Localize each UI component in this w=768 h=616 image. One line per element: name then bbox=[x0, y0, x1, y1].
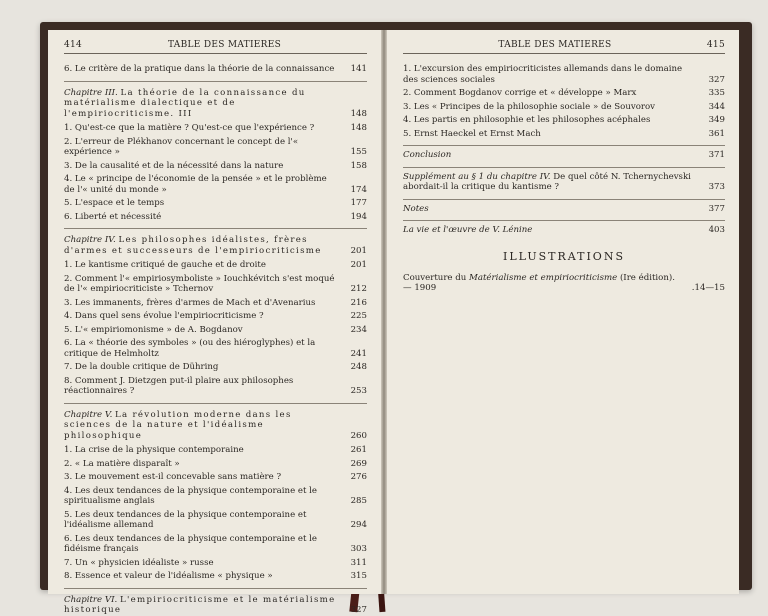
toc-entry bbox=[64, 338, 367, 359]
toc-entry-conclusion bbox=[403, 150, 725, 161]
entry-page: 155 bbox=[350, 147, 367, 157]
divider bbox=[403, 167, 725, 168]
illustrations-heading: ILLUSTRATIONS bbox=[503, 249, 625, 263]
entry-text: 8. Comment J. Dietzgen put-il plaire aux philosophes réactionnaires ? bbox=[64, 375, 294, 396]
entry-text: 1. Qu'est-ce que la matière ? Qu'est-ce que l'expérience ? bbox=[64, 123, 315, 133]
toc-entry bbox=[64, 558, 367, 569]
chapter-title: Les philosophes idéalistes, frères d'armes et successeurs de l'empiriocriticisme bbox=[64, 235, 322, 256]
toc-entry-vie bbox=[403, 225, 725, 236]
entry-page: 248 bbox=[350, 362, 367, 372]
toc-entry bbox=[403, 88, 725, 99]
divider bbox=[403, 199, 725, 200]
entry-text: 8. Essence et valeur de l'idéalisme « physique » bbox=[64, 571, 273, 581]
entry-text: 6. Les deux tendances de la physique contemporaine et le fidéisme français bbox=[64, 533, 317, 554]
chapter-label: Chapitre VI. bbox=[64, 594, 118, 605]
left-page-number: 414 bbox=[64, 40, 83, 50]
entry-text: 4. Le « principe de l'économie de la pensée » et le problème de l'« unité du monde » bbox=[64, 174, 327, 195]
entry-page: 201 bbox=[350, 260, 367, 270]
toc-entry bbox=[64, 174, 367, 195]
entry-page: 174 bbox=[350, 184, 367, 195]
entry-page: .14—15 bbox=[691, 283, 725, 293]
entry-page: 253 bbox=[350, 386, 367, 396]
entry-text: 3. Le mouvement est-il concevable sans matière ? bbox=[64, 472, 282, 482]
entry-page: 269 bbox=[350, 458, 367, 469]
entry-text: 5. Les deux tendances de la physique contemporaine et l'idéalisme allemand bbox=[64, 509, 307, 530]
entry-page: 148 bbox=[350, 108, 367, 119]
entry-page: 177 bbox=[350, 198, 367, 208]
entry-text: 5. L'« empiriomonisme » de A. Bogdanov bbox=[64, 324, 243, 335]
toc-entry bbox=[64, 472, 367, 483]
entry-text: Notes bbox=[403, 203, 429, 214]
entry-text: 2. « La matière disparaît » bbox=[64, 458, 180, 469]
entry-text: 1. L'excursion des empiriocriticistes allemands dans le domaine des sciences sociales bbox=[403, 64, 683, 85]
entry-text: 2. L'erreur de Plékhanov concernant le concept de l'« expérience » bbox=[64, 136, 299, 157]
entry-page: 311 bbox=[350, 557, 367, 568]
toc-entry bbox=[64, 260, 367, 271]
entry-page: 148 bbox=[350, 123, 367, 133]
left-page bbox=[48, 30, 381, 615]
entry-text: 1. Le kantisme critiqué de gauche et de droite bbox=[64, 260, 266, 270]
toc-chapter bbox=[64, 595, 367, 616]
entry-page: 225 bbox=[350, 311, 367, 321]
entry-page: 234 bbox=[350, 324, 367, 335]
chapter-label: Chapitre V. bbox=[64, 409, 113, 420]
toc-entry bbox=[64, 571, 367, 582]
entry-text: 7. De la double critique de Dühring bbox=[64, 362, 219, 372]
chapter-title: L'empiriocriticisme et le matérialisme historique bbox=[64, 594, 336, 615]
illustration-text-before: Couverture du bbox=[403, 272, 467, 283]
entry-text: 2. Comment Bogdanov corrige et « développe » Marx bbox=[403, 88, 637, 98]
entry-page: 327 bbox=[708, 74, 725, 85]
entry-text: La vie et l'œuvre de V. Lénine bbox=[403, 225, 533, 235]
divider bbox=[403, 220, 725, 221]
entry-page: 201 bbox=[350, 245, 367, 256]
right-running-title: TABLE DES MATIERES bbox=[498, 40, 612, 50]
divider bbox=[64, 81, 367, 82]
entry-page: 327 bbox=[350, 605, 367, 615]
entry-page: 349 bbox=[708, 115, 725, 125]
illustration-text-after: (Ire édition). — 1909 bbox=[403, 272, 675, 293]
supplement-text: De quel côté N. Tchernychevski abordait-il la critique du kantisme ? bbox=[403, 171, 691, 192]
toc-entry bbox=[64, 212, 367, 223]
entry-text: 5. L'espace et le temps bbox=[64, 198, 165, 208]
entry-text: 6. La « théorie des symboles » (ou des hiéroglyphes) et la critique de Helmholtz bbox=[64, 338, 316, 359]
entry-page: 373 bbox=[708, 182, 725, 192]
entry-page: 158 bbox=[350, 160, 367, 171]
chapter-title: La révolution moderne dans les sciences de la nature et l'idéalisme philosophique bbox=[64, 409, 292, 441]
supplement-label: Supplément au § 1 du chapitre IV. bbox=[403, 171, 551, 182]
entry-page: 212 bbox=[350, 284, 367, 294]
entry-page: 361 bbox=[708, 128, 725, 139]
entry-text: 4. Les deux tendances de la physique contemporaine et le spiritualisme anglais bbox=[64, 485, 317, 506]
toc-entry bbox=[64, 64, 367, 75]
entry-text: Conclusion bbox=[403, 150, 452, 160]
toc-entry bbox=[64, 274, 367, 295]
toc-entry-notes bbox=[403, 204, 725, 215]
entry-page: 344 bbox=[708, 101, 725, 112]
entry-page: 294 bbox=[350, 520, 367, 530]
entry-page: 335 bbox=[708, 88, 725, 98]
chapter-label: Chapitre III. bbox=[64, 87, 118, 98]
left-running-title: TABLE DES MATIERES bbox=[167, 40, 282, 50]
entry-text: 4. Les partis en philosophie et les philosophes acéphales bbox=[403, 115, 651, 125]
entry-page: 261 bbox=[350, 445, 367, 455]
toc-entry bbox=[403, 115, 725, 126]
illustration-title: Matérialisme et empiriocriticisme bbox=[469, 272, 618, 283]
entry-page: 241 bbox=[350, 348, 367, 359]
divider bbox=[403, 145, 725, 146]
toc-entry bbox=[64, 123, 367, 134]
toc-entry bbox=[64, 376, 367, 397]
entry-page: 377 bbox=[708, 203, 725, 214]
toc-entry bbox=[64, 325, 367, 336]
left-toc-list bbox=[64, 64, 367, 616]
entry-page: 403 bbox=[708, 225, 725, 235]
entry-text: 1. La crise de la physique contemporaine bbox=[64, 445, 244, 455]
entry-page: 285 bbox=[350, 496, 367, 506]
toc-entry bbox=[403, 129, 725, 140]
divider bbox=[64, 588, 367, 589]
toc-entry bbox=[64, 362, 367, 373]
right-page bbox=[387, 30, 739, 594]
toc-entry bbox=[64, 445, 367, 456]
divider bbox=[64, 403, 367, 404]
left-running-head bbox=[64, 40, 367, 54]
entry-page: 216 bbox=[350, 297, 367, 308]
entry-text: 5. Ernst Haeckel et Ernst Mach bbox=[403, 128, 541, 139]
entry-text: 3. Les immanents, frères d'armes de Mach et d'Avenarius bbox=[64, 297, 316, 308]
entry-text: 4. Dans quel sens évolue l'empiriocriticisme ? bbox=[64, 311, 264, 321]
toc-chapter bbox=[64, 88, 367, 120]
divider bbox=[64, 228, 367, 229]
toc-entry bbox=[64, 534, 367, 555]
toc-entry-supplement bbox=[403, 172, 725, 193]
toc-entry bbox=[64, 198, 367, 209]
right-page-number: 415 bbox=[706, 40, 725, 50]
toc-entry bbox=[64, 459, 367, 470]
toc-entry bbox=[64, 510, 367, 531]
entry-page: 315 bbox=[350, 571, 367, 581]
entry-page: 371 bbox=[708, 150, 725, 160]
entry-page: 194 bbox=[350, 211, 367, 222]
toc-entry bbox=[64, 161, 367, 172]
toc-entry bbox=[403, 64, 725, 85]
illustration-entry bbox=[403, 273, 725, 294]
entry-text: 7. Un « physicien idéaliste » russe bbox=[64, 557, 214, 568]
chapter-title: La théorie de la connaissance du matérialisme dialectique et de l'empiriocriticisme. III bbox=[64, 87, 306, 119]
entry-text: 6. Le critère de la pratique dans la théorie de la connaissance bbox=[64, 64, 335, 74]
entry-page: 303 bbox=[350, 544, 367, 554]
entry-text: 2. Comment l'« empiriosymboliste » Iouchkévitch s'est moqué de l'« empiriocriticiste » Tchernov bbox=[64, 273, 335, 294]
toc-entry bbox=[64, 137, 367, 158]
entry-text: 3. Les « Principes de la philosophie sociale » de Souvorov bbox=[403, 101, 656, 112]
toc-chapter bbox=[64, 235, 367, 256]
right-running-head bbox=[403, 40, 725, 54]
toc-chapter bbox=[64, 410, 367, 442]
toc-entry bbox=[64, 486, 367, 507]
entry-text: 3. De la causalité et de la nécessité dans la nature bbox=[64, 160, 284, 171]
entry-text: 6. Liberté et nécessité bbox=[64, 211, 162, 222]
toc-entry bbox=[64, 298, 367, 309]
entry-page: 141 bbox=[350, 64, 367, 74]
right-toc-list bbox=[403, 64, 725, 139]
entry-page: 276 bbox=[350, 472, 367, 482]
toc-entry bbox=[403, 102, 725, 113]
entry-page: 260 bbox=[350, 430, 367, 441]
chapter-label: Chapitre IV. bbox=[64, 235, 116, 245]
toc-entry bbox=[64, 311, 367, 322]
